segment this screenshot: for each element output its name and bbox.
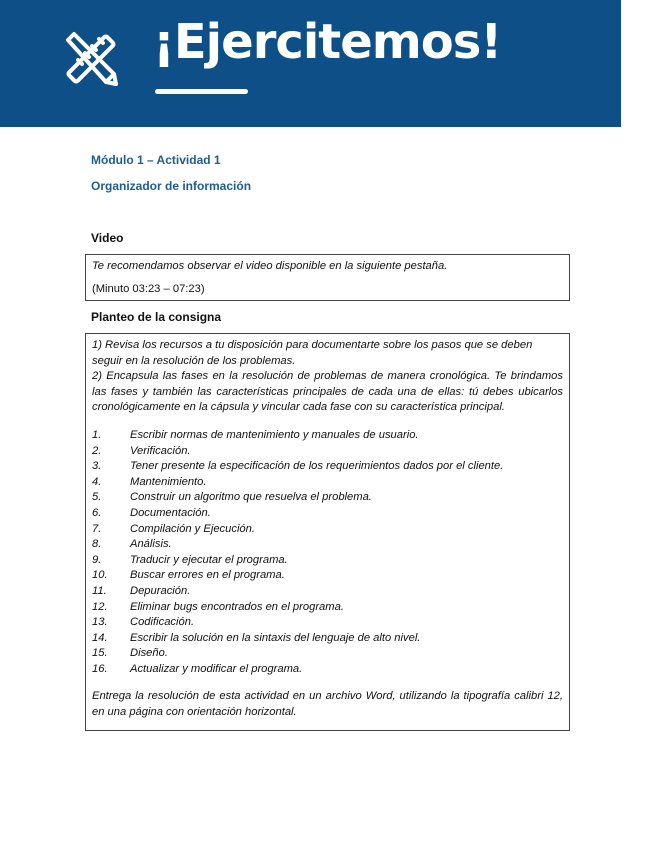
list-item: 14. Escribir la solución en la sintaxis del lenguaje de alto nivel. [92,631,421,644]
list-item: 5. Construir un algoritmo que resuelva el problema. [92,491,372,504]
consigna-step-1: 1) Revisa los recursos a tu disposición para documentarte sobre los pasos que se deben seguir en la resolución de los problemas. [92,339,533,367]
list-item: 15. Diseño. [92,647,168,660]
list-item: 6. Documentación. [92,506,211,519]
list-item: 12. Eliminar bugs encontrados en el programa. [92,600,344,613]
video-recommendation: Te recomendamos observar el video disponible en la siguiente pestaña. [92,260,448,272]
list-item: 13. Codificación. [92,616,195,629]
video-timestamp: (Minuto 03:23 – 07:23) [92,282,205,295]
list-item: 4. Mantenimiento. [92,475,207,488]
delivery-instructions: Entrega la resolución de esta actividad en un archivo Word, utilizando la tipografía calibri 12, en una página con orientación horizontal. [92,690,563,719]
list-item: 2. Verificación. [92,444,191,457]
title-underline [155,89,248,94]
subtitle-heading: Organizador de información [91,179,252,193]
phases-list [92,428,563,678]
consigna-box [85,333,570,731]
list-item: 11. Depuración. [92,584,191,597]
consigna-step-2: 2) Encapsula las fases en la resolución de problemas de manera cronológica. Te brindamos las fases y también las características principales de cada una de ellas: tú debes ubicarlos cronológicamente en la cápsula y vincular cada fase con su característica principal. [92,370,563,414]
list-item: 8. Análisis. [92,538,172,551]
list-item: 16. Actualizar y modificar el programa. [92,662,303,675]
list-item: 3. Tener presente la especificación de los requerimientos dados por el cliente. [92,460,504,473]
banner-title: ¡Ejercitemos! [153,14,502,70]
video-heading: Video [91,231,124,245]
consigna-heading: Planteo de la consigna [91,310,222,324]
list-item: 10. Buscar errores en el programa. [92,569,285,582]
video-box [85,254,570,301]
header-banner [0,0,621,127]
list-item: 7. Compilación y Ejecución. [92,522,255,535]
module-heading: Módulo 1 – Actividad 1 [91,153,221,167]
list-item: 9. Traducir y ejecutar el programa. [92,553,288,566]
list-item: 1. Escribir normas de mantenimiento y manuales de usuario. [92,428,419,441]
pencil-ruler-icon [58,26,124,92]
